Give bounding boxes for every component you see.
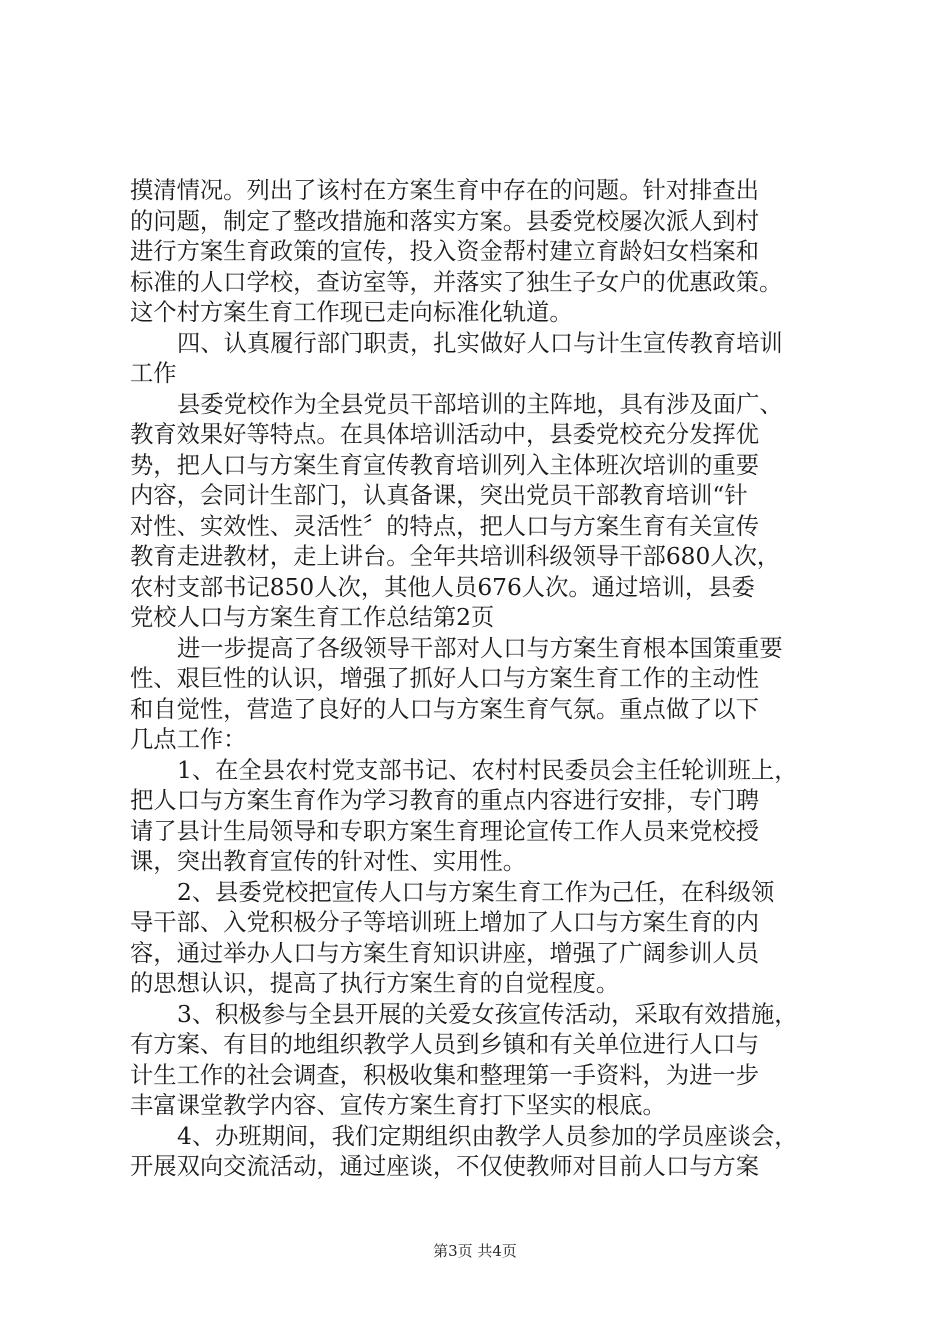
text-line: 几点工作：: [130, 726, 247, 753]
text-line: 农村支部书记850人次，其他人员676人次。通过培训，县委: [130, 573, 755, 601]
text-line: 势，把人口与方案生育宣传教育培训列入主体班次培训的重要: [130, 451, 760, 479]
text-line: 导干部、入党积极分子等培训班上增加了人口与方案生育的内: [130, 909, 760, 936]
text-line: 进一步提高了各级领导干部对人口与方案生育根本国策重要: [177, 634, 783, 662]
text-line: 的问题，制定了整改措施和落实方案。县委党校屡次派人到村: [130, 207, 760, 235]
text-line: 这个村方案生育工作现已走向标准化轨道。: [130, 299, 573, 326]
page-footer: 第3页 共4页: [433, 1242, 517, 1260]
text-line: 4、办班期间，我们定期组织由教学人员参加的学员座谈会，: [177, 1122, 798, 1150]
text-line: 容，通过举办人口与方案生育知识讲座，增强了广阔参训人员: [130, 939, 760, 967]
text-line: 把人口与方案生育作为学习教育的重点内容进行安排，专门聘: [130, 787, 760, 814]
text-line: 教育走进教材，走上讲台。全年共培训科级领导干部680人次，: [130, 543, 781, 570]
text-line: 性、艰巨性的认识，增强了抓好人口与方案生育工作的主动性: [130, 665, 760, 692]
document-body: [130, 176, 830, 1183]
text-line: 四、认真履行部门职责，扎实做好人口与计生宣传教育培训: [177, 329, 783, 357]
text-line: 课，突出教育宣传的针对性、实用性。: [130, 848, 527, 875]
text-line: 县委党校作为全县党员干部培训的主阵地，具有涉及面广、: [177, 390, 783, 418]
text-line: 和自觉性，营造了良好的人口与方案生育气氛。重点做了以下: [130, 695, 760, 723]
text-line: 的思想认识，提高了执行方案生育的自觉程度。: [130, 970, 620, 997]
text-line: 对性、实效性、灵活性〞的特点，把人口与方案生育有关宣传: [130, 512, 760, 540]
text-line: 内容，会同计生部门，认真备课，突出党员干部教育培训“针: [130, 482, 748, 509]
text-line: 请了县计生局领导和专职方案生育理论宣传工作人员来党校授: [130, 817, 760, 845]
text-line: 教育效果好等特点。在具体培训活动中，县委党校充分发挥优: [130, 421, 760, 448]
text-line: 丰富课堂教学内容、宣传方案生育打下坚实的根底。: [130, 1092, 666, 1119]
text-line: 1、在全县农村党支部书记、农村村民委员会主任轮训班上，: [177, 756, 798, 784]
text-line: 标准的人口学校，查访室等，并落实了独生子女户的优惠政策。: [130, 268, 783, 296]
text-line: 2、县委党校把宣传人口与方案生育工作为己任，在科级领: [177, 878, 775, 906]
text-line: 党校人口与方案生育工作总结第2页: [130, 604, 495, 631]
text-line: 3、积极参与全县开展的关爱女孩宣传活动，采取有效措施，: [177, 1000, 798, 1028]
text-line: 摸清情况。列出了该村在方案生育中存在的问题。针对排查出: [130, 177, 760, 204]
text-line: 计生工作的社会调查，积极收集和整理第一手资料，为进一步: [130, 1061, 760, 1089]
text-line: 工作: [130, 360, 177, 387]
text-line: 开展双向交流活动，通过座谈，不仅使教师对目前人口与方案: [130, 1153, 760, 1180]
text-line: 进行方案生育政策的宣传，投入资金帮村建立育龄妇女档案和: [130, 238, 760, 265]
text-line: 有方案、有目的地组织教学人员到乡镇和有关单位进行人口与: [130, 1031, 760, 1058]
